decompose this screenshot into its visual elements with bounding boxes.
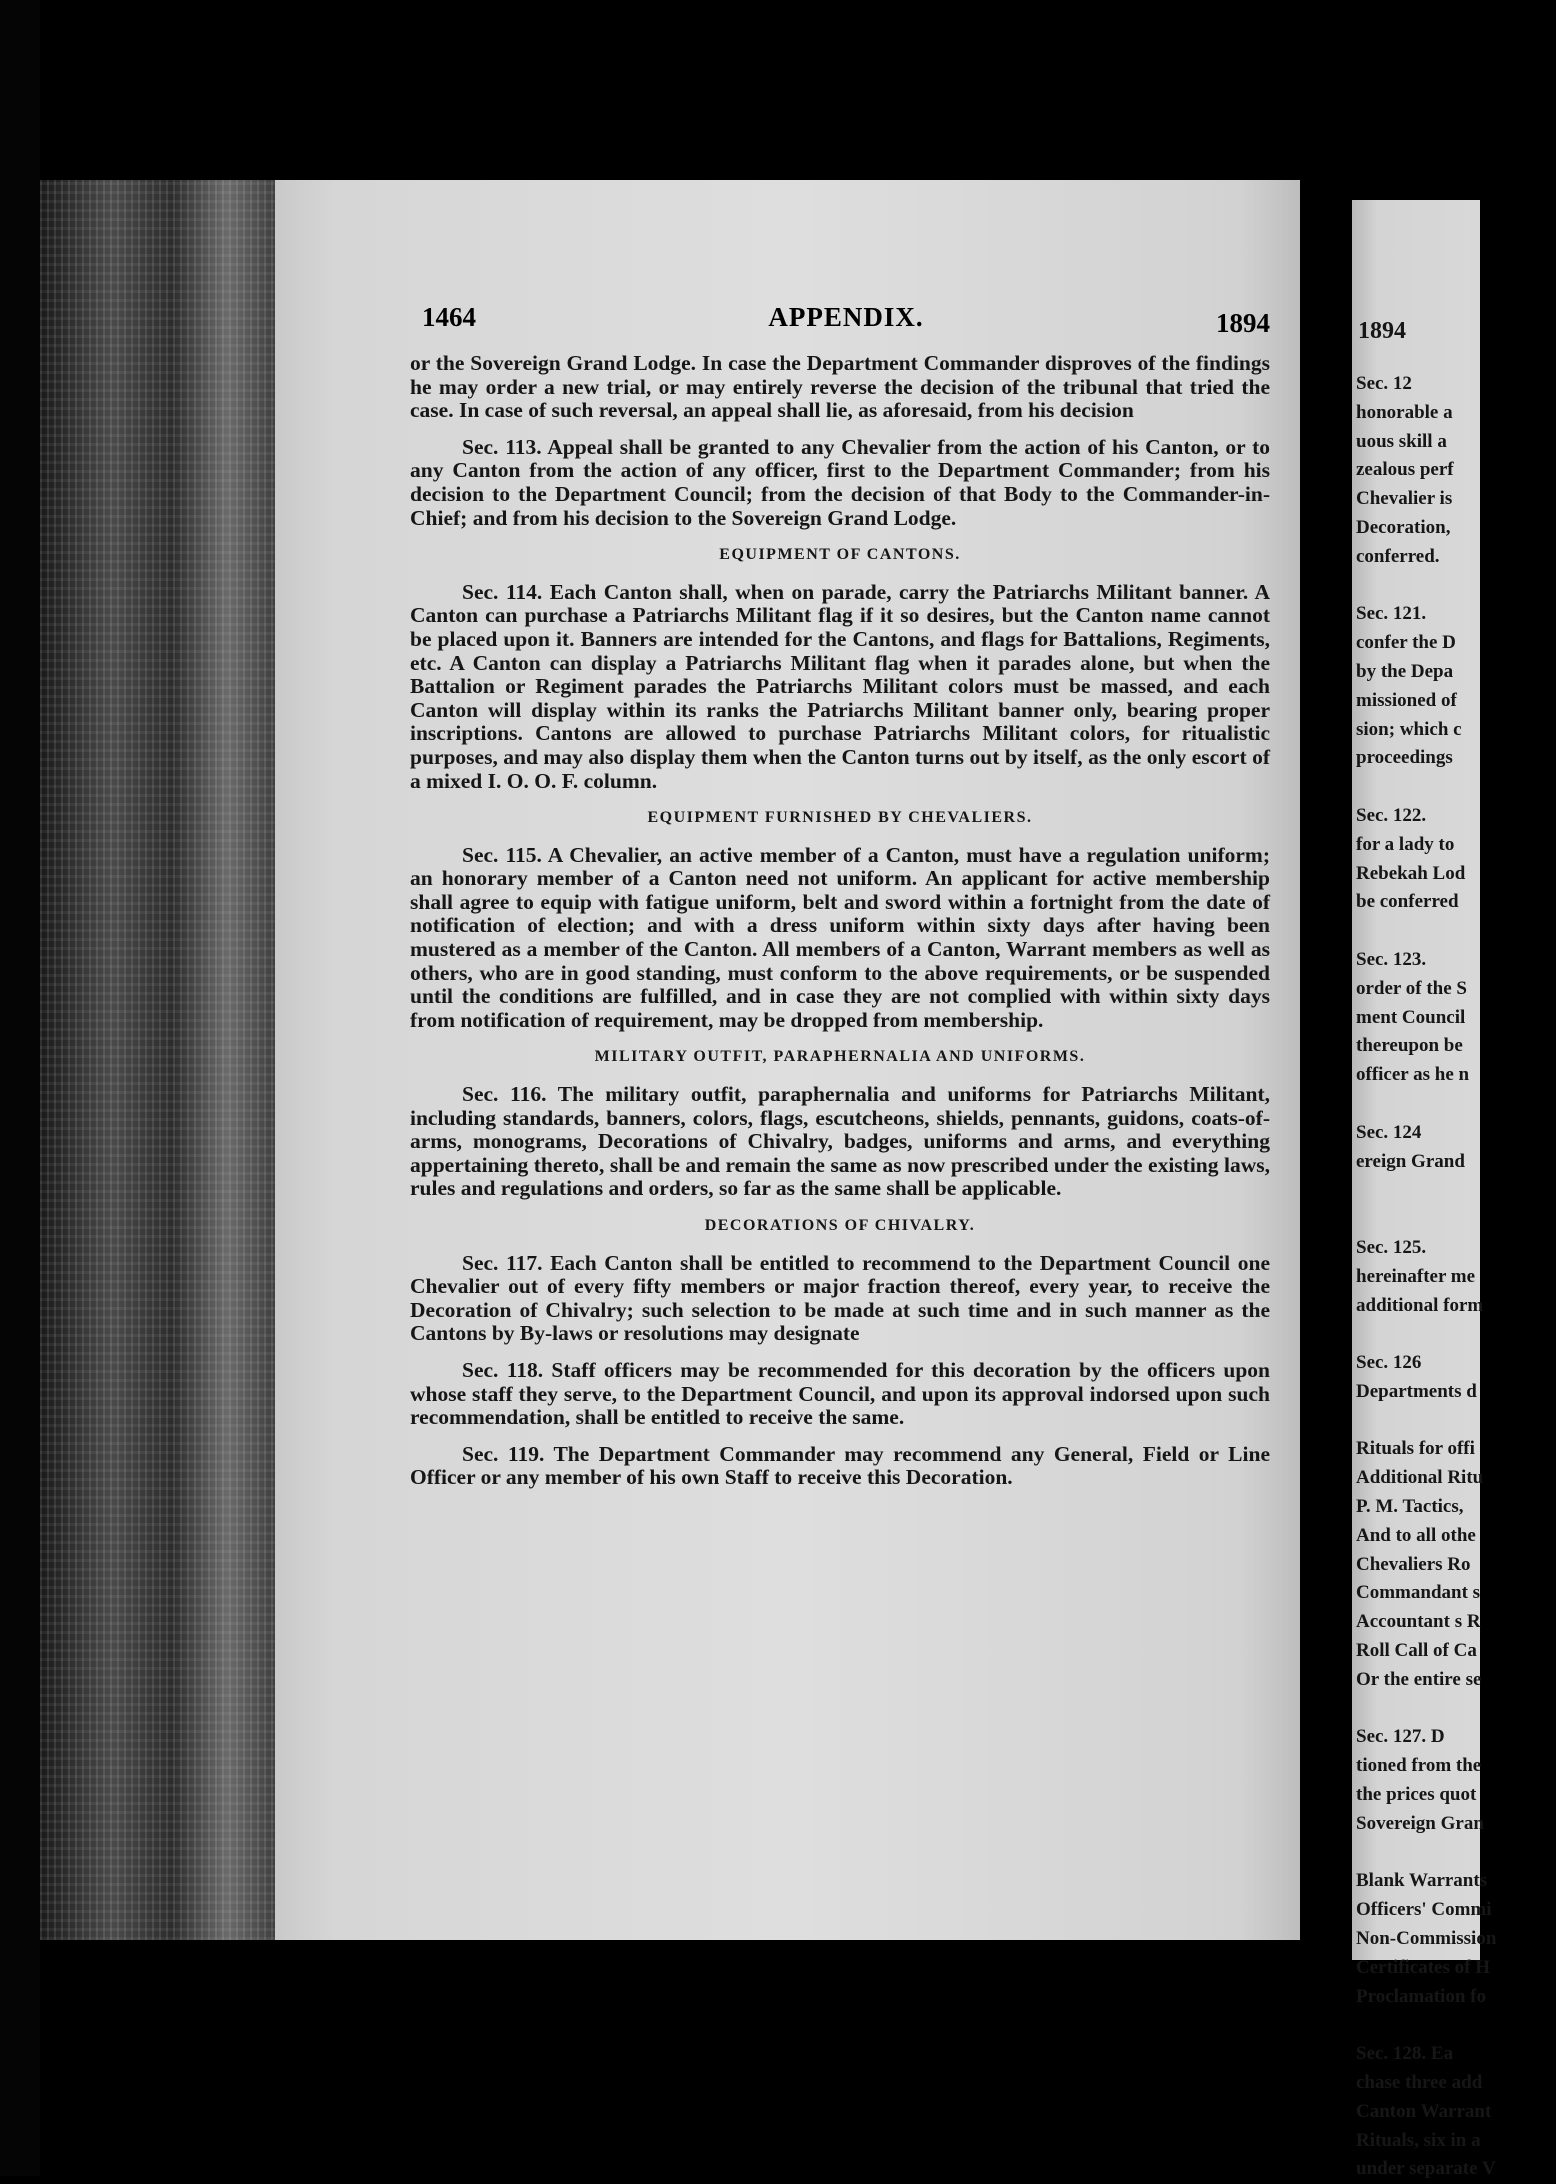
- paragraph: Sec. 114. Each Canton shall, when on parade, carry the Patriarchs Militant banner. A Canton can purchase a Patriarchs Militant flag if it so desires, but the Canton name cannot be placed upon it. Banners are intended for the Cantons, and flags for Battalions, Regiments, etc. A Canton can display a Patriarchs Militant flag when it parades alone, but when the Battalion or Regiment parades the Patriarchs Militant colors must be massed, and each Canton will display within its ranks the Patriarchs Militant banner only, bearing proper inscriptions. Cantons are allowed to purchase Patriarchs Militant colors, for ritualistic purposes, and may also display them when the Canton turns out by itself, as the only escort of a mixed I. O. O. F. column.: [410, 579, 1270, 793]
- facing-page-line: [1356, 1695, 1556, 1724]
- facing-page-line: P. M. Tactics,: [1356, 1496, 1464, 1518]
- facing-page-line: Sec. 126: [1356, 1352, 1422, 1374]
- facing-page-line: the prices quot: [1356, 1784, 1477, 1806]
- facing-page-line: honorable a: [1356, 401, 1453, 423]
- facing-page-line: thereupon be: [1356, 1035, 1463, 1057]
- facing-page-line: chase three add: [1356, 2072, 1483, 2094]
- page-body: [410, 352, 1270, 1503]
- facing-page-line: confer the D: [1356, 632, 1456, 654]
- paragraph: Sec. 115. A Chevalier, an active member of a Canton, must have a regulation uniform; an honorary member of a Canton need not uniform. An applicant for active membership shall agree to equip with fatigue uniform, belt and sword within a fortnight from the date of notification of election; and with a dress uniform within sixty days after having been mustered as a member of the Canton. All members of a Canton, Warrant members as well as others, who are in good standing, must conform to the above requirements, or be suspended until the conditions are fulfilled, and in case they are not complied with within sixty days from notification of requirement, may be dropped from membership.: [410, 842, 1270, 1032]
- facing-page-line: [1356, 1176, 1556, 1205]
- facing-page-line: additional form: [1356, 1294, 1484, 1316]
- facing-page-line: [1356, 1407, 1556, 1436]
- section-heading: MILITARY OUTFIT, PARAPHERNALIA AND UNIFORMS.: [594, 1048, 1086, 1066]
- facing-page-line: under separate V: [1356, 2158, 1496, 2180]
- facing-page-line: [1356, 1205, 1556, 1234]
- facing-page-line: tioned from the: [1356, 1755, 1482, 1777]
- facing-page-line: Canton Warrant: [1356, 2100, 1492, 2122]
- paragraph: Sec. 119. The Department Commander may recommend any General, Field or Line Officer or any member of his own Staff to receive this Decoration.: [410, 1441, 1270, 1490]
- facing-page: [1352, 200, 1497, 2180]
- facing-page-line: sion; which c: [1356, 718, 1462, 740]
- facing-page-line: missioned of: [1356, 689, 1457, 711]
- facing-page-line: [1356, 1320, 1556, 1349]
- facing-page-line: Sec. 127. D: [1356, 1726, 1445, 1748]
- facing-page-line: Officers' Commi: [1356, 1899, 1492, 1921]
- facing-page-line: officer as he n: [1356, 1064, 1470, 1086]
- facing-page-line: Rituals, six in a: [1356, 2129, 1481, 2151]
- facing-page-line: be conferred: [1356, 891, 1459, 913]
- section-heading: EQUIPMENT FURNISHED BY CHEVALIERS.: [647, 809, 1033, 827]
- page-number: 1464: [422, 302, 476, 332]
- facing-page-line: Sovereign Gran: [1356, 1812, 1484, 1834]
- facing-page-line: Or the entire se: [1356, 1668, 1482, 1690]
- facing-page-line: zealous perf: [1356, 459, 1454, 481]
- facing-page-line: hereinafter me: [1356, 1265, 1476, 1287]
- section-heading: DECORATIONS OF CHIVALRY.: [704, 1217, 976, 1234]
- facing-page-line: for a lady to: [1356, 833, 1455, 855]
- facing-page-line: Commandant s: [1356, 1582, 1481, 1604]
- section-heading: EQUIPMENT OF CANTONS.: [719, 546, 961, 564]
- facing-page-line: Chevaliers Ro: [1356, 1553, 1471, 1575]
- facing-page-line: Sec. 121.: [1356, 603, 1427, 625]
- book-binding-gutter: [40, 180, 280, 1940]
- facing-page-line: Blank Warrants: [1356, 1870, 1488, 1892]
- facing-page-line: Sec. 12: [1356, 373, 1412, 394]
- facing-page-line: Sec. 122.: [1356, 804, 1427, 826]
- facing-page-line: [1356, 2011, 1556, 2040]
- facing-page-line: Sec. 125.: [1356, 1236, 1427, 1258]
- running-head: [422, 302, 1270, 342]
- facing-page-line: proceedings: [1356, 747, 1453, 769]
- paragraph: Sec. 117. Each Canton shall be entitled to recommend to the Department Council one Chevalier out of every fifty members or major fraction thereof, every year, to receive the Decoration of Chivalry; such selection to be made at such time and in such manner as the Cantons by By-laws or resolutions may designate: [410, 1250, 1270, 1346]
- facing-page-line: Departments d: [1356, 1380, 1477, 1402]
- scan-border: [0, 0, 40, 2176]
- facing-page-line: Chevalier is: [1356, 488, 1453, 510]
- paragraph: Sec. 113. Appeal shall be granted to any Chevalier from the action of his Canton, or to any Canton from the action of any officer, first to the Department Commander; from his decision to the Department Council; from the decision of that Body to the Commander-in-Chief; and from his decision to the Sovereign Grand Lodge.: [410, 434, 1270, 530]
- facing-page-line: Sec. 124: [1356, 1121, 1422, 1143]
- facing-page-line: Certificates of H: [1356, 1956, 1490, 1978]
- facing-page-text: [1356, 370, 1556, 2184]
- page-title: APPENDIX.: [768, 302, 924, 332]
- facing-page-line: [1356, 773, 1556, 802]
- facing-page-year: 1894: [1358, 318, 1406, 344]
- facing-page-line: Roll Call of Ca: [1356, 1640, 1477, 1662]
- facing-page-line: Sec. 128. Ea: [1356, 2043, 1454, 2065]
- facing-page-line: uous skill a: [1356, 430, 1447, 452]
- paragraph: or the Sovereign Grand Lodge. In case the Department Commander disproves of the findings he may order a new trial, or may entirely reverse the decision of the tribunal that tried the case. In case of such reversal, an appeal shall lie, as aforesaid, from his decision: [410, 351, 1270, 423]
- facing-page-line: [1356, 1839, 1556, 1868]
- facing-page-line: Additional Ritu: [1356, 1467, 1484, 1489]
- facing-page-line: conferred.: [1356, 545, 1440, 567]
- facing-page-line: ereign Grand: [1356, 1150, 1465, 1172]
- facing-page-line: Sec. 123.: [1356, 948, 1427, 970]
- paragraph: Sec. 118. Staff officers may be recommended for this decoration by the officers upon whose staff they serve, to the Department Council, and upon its approval indorsed upon such recommendation, shall be entitled to receive the same.: [410, 1357, 1270, 1430]
- facing-page-line: Rituals for offi: [1356, 1438, 1475, 1460]
- facing-page-line: by the Depa: [1356, 660, 1454, 682]
- paragraph: Sec. 116. The military outfit, paraphernalia and uniforms for Patriarchs Militant, including standards, banners, colors, flags, escutcheons, shields, pennants, guidons, coats-of-arms, monograms, Decorations of Chivalry, badges, uniforms and arms, and everything appertaining thereto, shall be and remain the same as now prescribed under the existing laws, rules and regulations and orders, so far as the same shall be applicable.: [410, 1082, 1270, 1201]
- facing-page-line: Non-Commission: [1356, 1928, 1497, 1950]
- facing-page-line: [1356, 1090, 1556, 1119]
- page-year: 1894: [1216, 308, 1270, 338]
- facing-page-line: [1356, 917, 1556, 946]
- facing-page-line: order of the S: [1356, 977, 1467, 999]
- facing-page-line: And to all othe: [1356, 1524, 1476, 1546]
- facing-page-line: ment Council: [1356, 1006, 1466, 1028]
- facing-page-line: Accountant s R: [1356, 1611, 1481, 1633]
- facing-page-line: Decoration,: [1356, 516, 1451, 538]
- main-page: [275, 180, 1300, 1940]
- facing-page-line: [1356, 572, 1556, 601]
- facing-page-line: Rebekah Lod: [1356, 862, 1466, 884]
- facing-page-line: Proclamation fo: [1356, 1985, 1486, 2007]
